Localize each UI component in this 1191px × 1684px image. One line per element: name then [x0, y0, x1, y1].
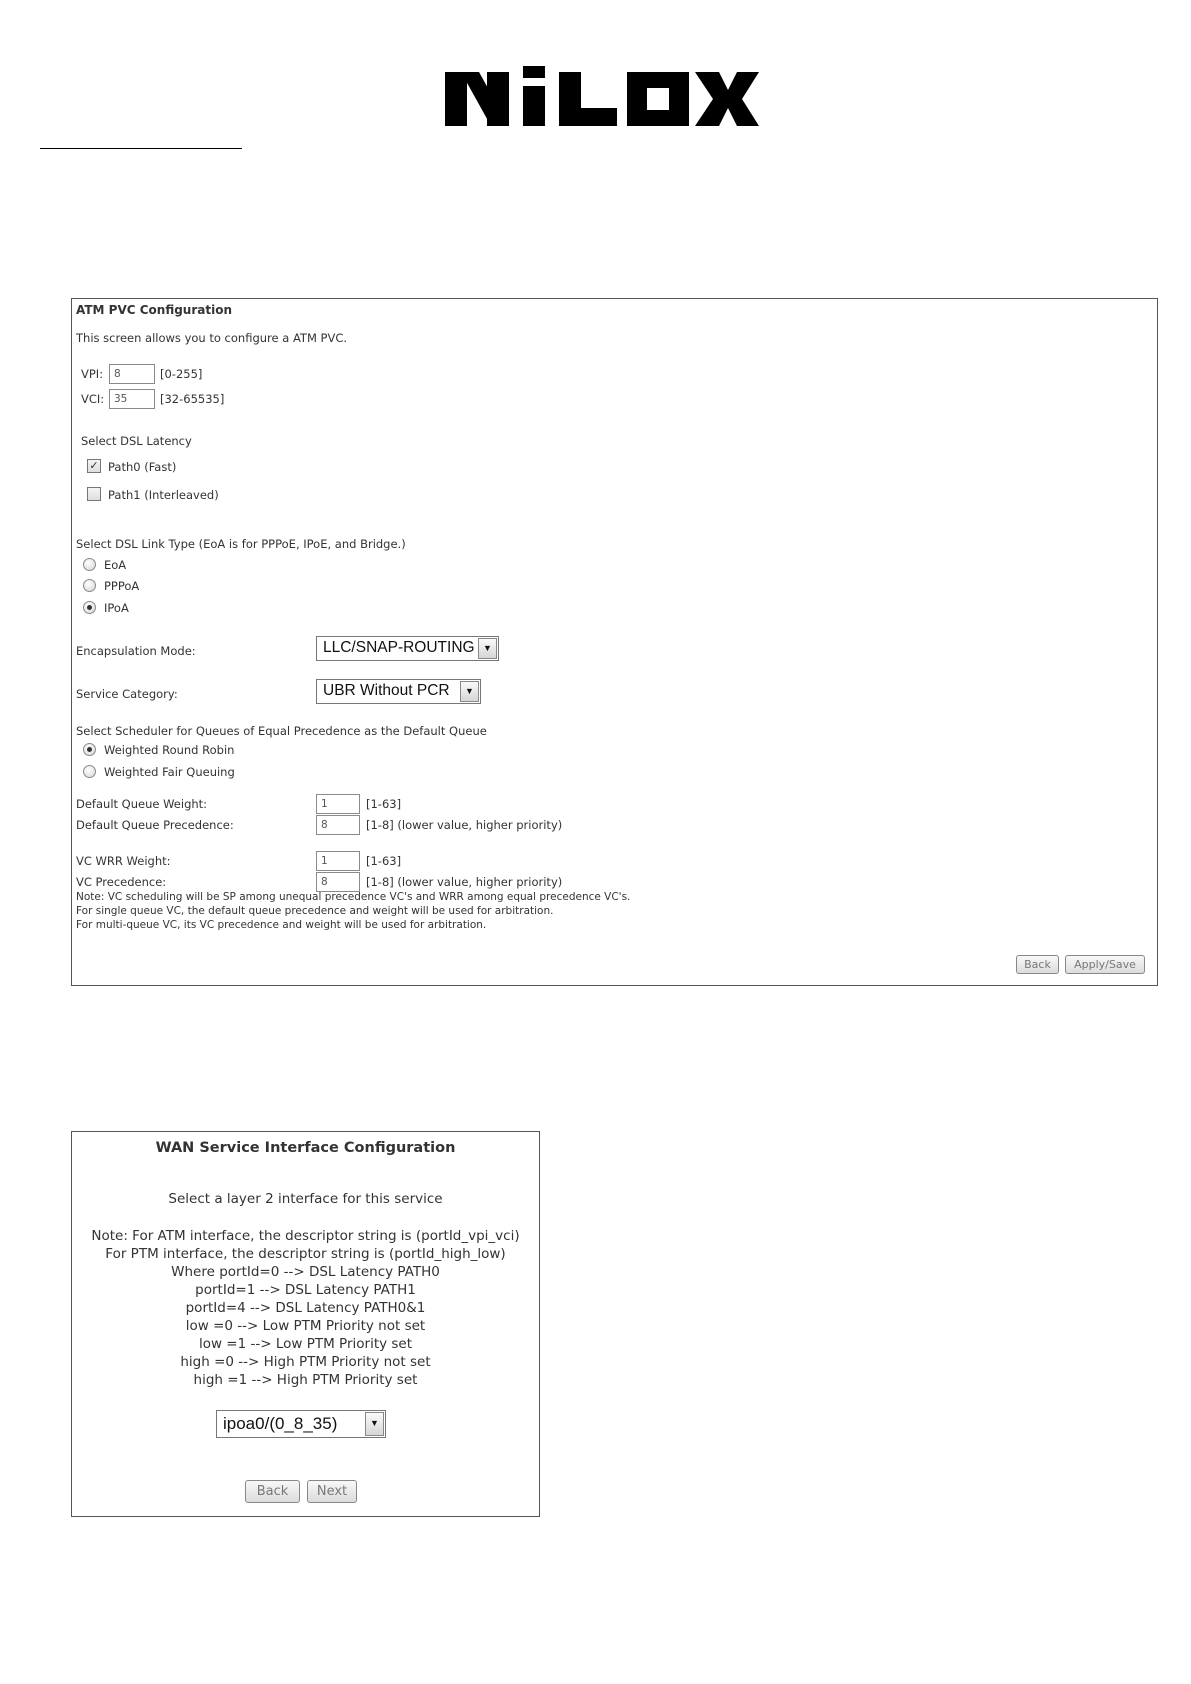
checkmark-icon: ✓ — [89, 459, 99, 472]
pppoa-label: PPPoA — [104, 579, 140, 593]
wfq-radio[interactable] — [83, 765, 96, 778]
panel-title: WAN Service Interface Configuration — [155, 1140, 456, 1156]
ipoa-radio[interactable] — [83, 601, 96, 614]
path0-checkbox[interactable] — [87, 459, 101, 473]
eoa-radio[interactable] — [83, 558, 96, 571]
vc-wrr-weight-label: VC WRR Weight: — [76, 854, 171, 868]
wan-service-panel — [71, 1131, 540, 1517]
service-category-label: Service Category: — [76, 687, 178, 701]
default-queue-weight-hint: [1-63] — [366, 797, 402, 811]
vpi-label: VPI: — [81, 367, 104, 381]
note-line: portId=1 --> DSL Latency PATH1 — [195, 1282, 416, 1298]
wrr-label: Weighted Round Robin — [104, 743, 235, 757]
note-line: For single queue VC, the default queue precedence and weight will be used for arbitration. — [76, 905, 554, 917]
wrr-radio[interactable] — [83, 743, 96, 756]
header-rule — [40, 148, 242, 149]
note-line: Where portId=0 --> DSL Latency PATH0 — [171, 1264, 440, 1280]
next-button[interactable]: Next — [307, 1480, 357, 1503]
scheduler-heading: Select Scheduler for Queues of Equal Precedence as the Default Queue — [76, 724, 487, 738]
vc-wrr-weight-hint: [1-63] — [366, 854, 402, 868]
back-button[interactable]: Back — [245, 1480, 300, 1503]
vc-precedence-input[interactable] — [316, 872, 360, 892]
chevron-down-icon[interactable]: ▼ — [478, 638, 497, 659]
note-line: low =1 --> Low PTM Priority set — [198, 1336, 413, 1352]
note-line: Note: VC scheduling will be SP among unequal precedence VC's and WRR among equal precedence VC's. — [76, 891, 631, 903]
note-line: low =0 --> Low PTM Priority not set — [185, 1318, 426, 1334]
path1-label: Path1 (Interleaved) — [108, 488, 219, 502]
note-line: For multi-queue VC, its VC precedence and weight will be used for arbitration. — [76, 919, 487, 931]
default-queue-precedence-input[interactable] — [316, 815, 360, 835]
ipoa-label: IPoA — [104, 601, 129, 615]
note-line: high =1 --> High PTM Priority set — [193, 1372, 418, 1388]
back-button[interactable]: Back — [1016, 955, 1059, 974]
layer2-interface-value: ipoa0/(0_8_35) — [223, 1414, 338, 1433]
vc-wrr-weight-input[interactable] — [316, 851, 360, 871]
apply-save-button[interactable]: Apply/Save — [1065, 955, 1145, 974]
path0-label: Path0 (Fast) — [108, 460, 177, 474]
panel-description: This screen allows you to configure a ATM PVC. — [76, 331, 348, 345]
vci-range: [32-65535] — [160, 392, 225, 406]
default-queue-precedence-hint: [1-8] (lower value, higher priority) — [366, 818, 563, 832]
encapsulation-value: LLC/SNAP-ROUTING — [323, 639, 475, 656]
chevron-down-icon[interactable]: ▼ — [460, 681, 479, 702]
wfq-label: Weighted Fair Queuing — [104, 765, 235, 779]
panel-title: ATM PVC Configuration — [76, 303, 232, 317]
nilox-logo — [445, 66, 759, 132]
chevron-down-icon[interactable]: ▼ — [365, 1412, 384, 1436]
vpi-input[interactable] — [109, 364, 155, 384]
note-line: high =0 --> High PTM Priority not set — [180, 1354, 431, 1370]
link-type-heading: Select DSL Link Type (EoA is for PPPoE, IPoE, and Bridge.) — [76, 537, 406, 551]
vci-label: VCI: — [81, 392, 105, 406]
default-queue-precedence-label: Default Queue Precedence: — [76, 818, 234, 832]
note-line: portId=4 --> DSL Latency PATH0&1 — [185, 1300, 426, 1316]
vci-input[interactable] — [109, 389, 155, 409]
encapsulation-label: Encapsulation Mode: — [76, 644, 196, 658]
service-category-value: UBR Without PCR — [323, 682, 450, 699]
eoa-label: EoA — [104, 558, 127, 572]
vc-precedence-hint: [1-8] (lower value, higher priority) — [366, 875, 563, 889]
layer2-interface-select[interactable] — [216, 1410, 386, 1438]
note-line: Note: For ATM interface, the descriptor string is (portId_vpi_vci) — [91, 1228, 520, 1244]
path1-checkbox[interactable] — [87, 487, 101, 501]
service-category-select[interactable] — [316, 679, 481, 704]
default-queue-weight-label: Default Queue Weight: — [76, 797, 208, 811]
encapsulation-select[interactable] — [316, 636, 499, 661]
vpi-range: [0-255] — [160, 367, 203, 381]
vc-precedence-label: VC Precedence: — [76, 875, 167, 889]
panel-subtitle: Select a layer 2 interface for this service — [168, 1191, 443, 1207]
latency-heading: Select DSL Latency — [81, 434, 192, 448]
atm-pvc-panel — [71, 298, 1158, 986]
pppoa-radio[interactable] — [83, 579, 96, 592]
note-line: For PTM interface, the descriptor string is (portId_high_low) — [105, 1246, 506, 1262]
default-queue-weight-input[interactable] — [316, 794, 360, 814]
